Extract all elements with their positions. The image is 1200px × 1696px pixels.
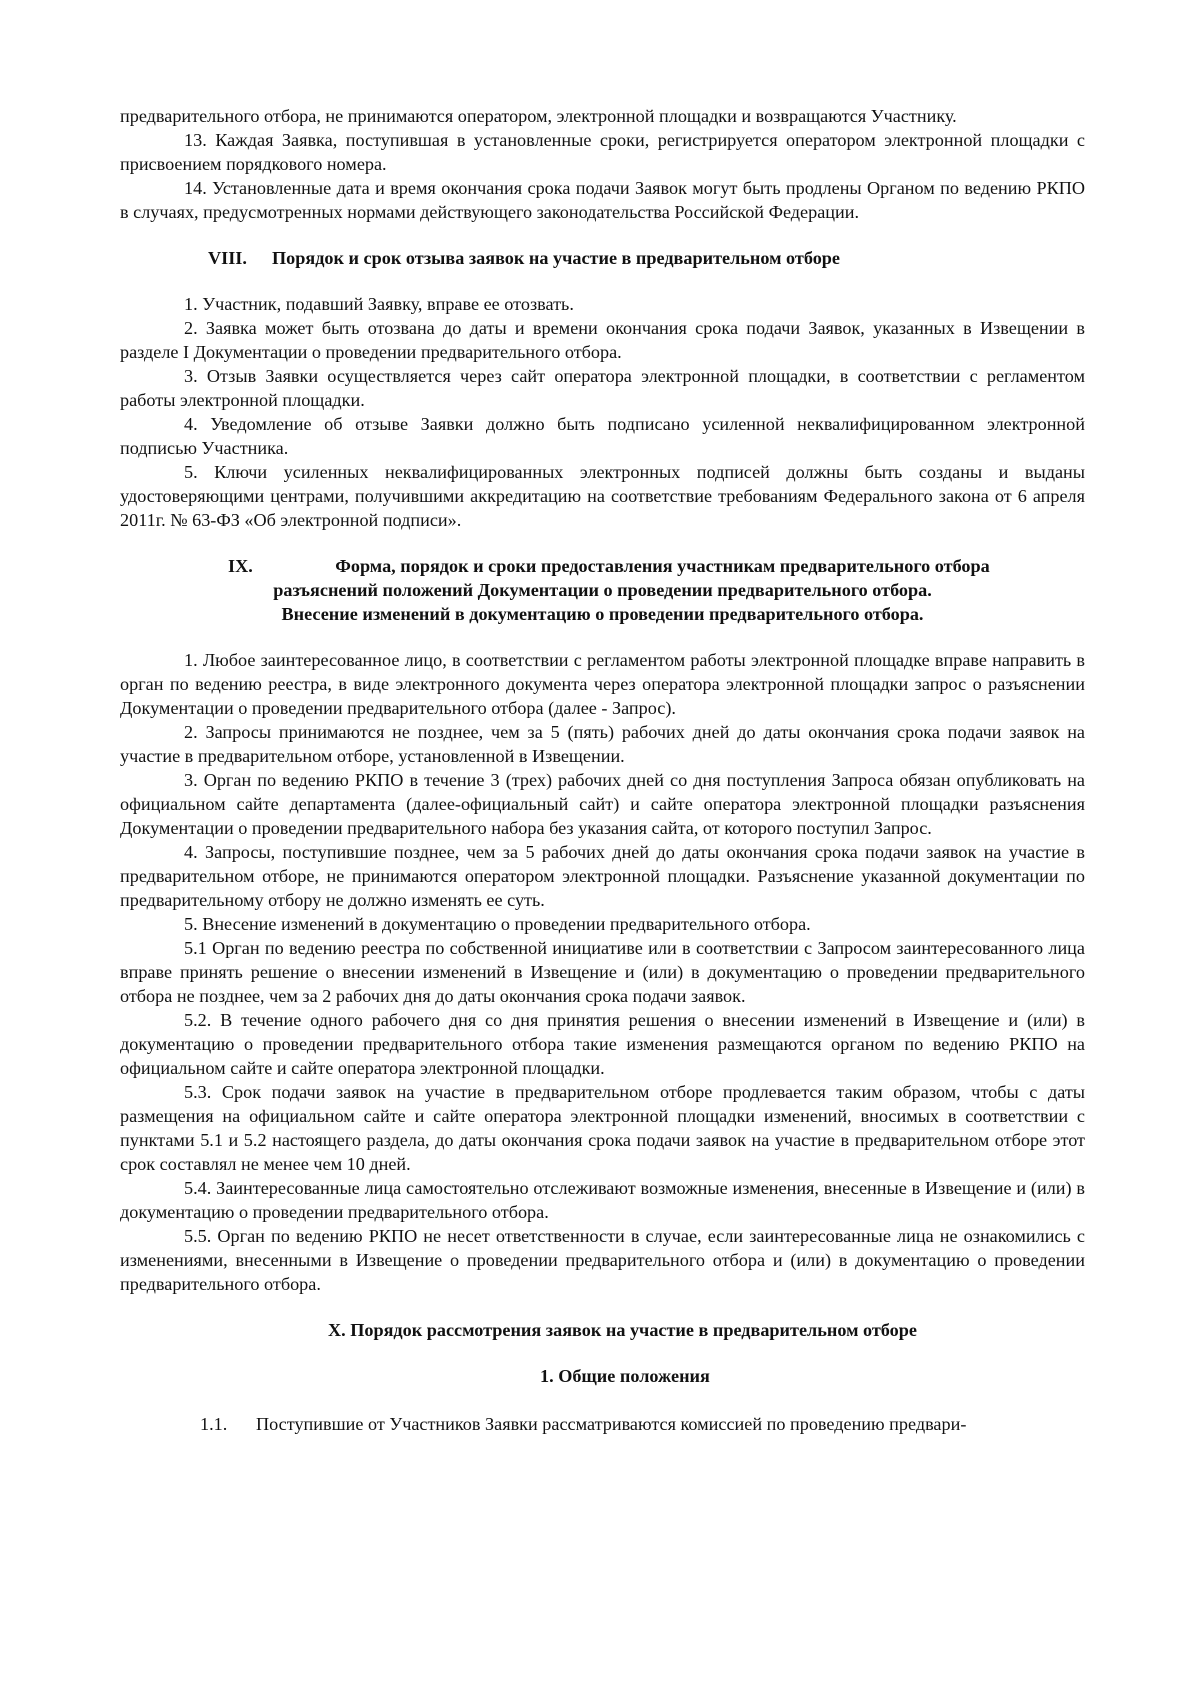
section-9-item-5-5: 5.5. Орган по ведению РКПО не несет ответственности в случае, если заинтересованные лица не ознакомились с изменениями, внесенными в Извещение о проведении предварительного отбора и (или) в документацию о проведении предварительного отбора.	[120, 1226, 1085, 1294]
section-8-number: VIII.	[208, 248, 247, 268]
section-9-item-5-1: 5.1 Орган по ведению реестра по собственной инициативе или в соответствии с Запросом заинтересованного лица вправе принять решение о внесении изменений в Извещение и (или) в документацию о проведении предварительного отбора не позднее, чем за 2 рабочих дня до даты окончания срока подачи заявок.	[120, 938, 1085, 1006]
section-8-item-4: 4. Уведомление об отзыве Заявки должно быть подписано усиленной неквалифицированном электронной подписью Участника.	[120, 414, 1085, 458]
section-9-title-line-2: разъяснений положений Документации о проведении предварительного отбора.	[273, 580, 932, 600]
section-9-number: IX.	[228, 556, 253, 576]
section-8-title: Порядок и срок отзыва заявок на участие в предварительном отборе	[272, 248, 840, 268]
section-9-item-5-4: 5.4. Заинтересованные лица самостоятельно отслеживают возможные изменения, внесенные в Извещение и (или) в документацию о проведении предварительного отбора.	[120, 1178, 1085, 1222]
paragraph-14: 14. Установленные дата и время окончания срока подачи Заявок могут быть продлены Органом по ведению РКПО в случаях, предусмотренных нормами действующего законодательства Российской Федерации.	[120, 178, 1085, 222]
section-8-item-3: 3. Отзыв Заявки осуществляется через сайт оператора электронной площадки, в соответствии с регламентом работы электронной площадки.	[120, 366, 1085, 410]
section-9-heading	[120, 554, 1085, 626]
section-10-item-1-1-number: 1.1.	[200, 1414, 228, 1434]
section-8-item-5: 5. Ключи усиленных неквалифицированных электронных подписей должны быть созданы и выданы удостоверяющими центрами, получившими аккредитацию на соответствие требованиям Федерального закона от 6 апреля 2011г. № 63-ФЗ «Об электронной подписи».	[120, 462, 1085, 530]
section-9-item-5-3: 5.3. Срок подачи заявок на участие в предварительном отборе продлевается таким образом, чтобы с даты размещения на официальном сайте и сайте оператора электронной площадки изменений, вносимых в соответствии с пунктами 5.1 и 5.2 настоящего раздела, до даты окончания срока подачи заявок на участие в предварительном отборе этот срок составлял не менее чем 10 дней.	[120, 1082, 1085, 1174]
section-9-title-line-1: Форма, порядок и сроки предоставления участникам предварительного отбора	[335, 556, 990, 576]
section-8-item-1: 1. Участник, подавший Заявку, вправе ее отозвать.	[184, 294, 574, 314]
section-9-item-2: 2. Запросы принимаются не позднее, чем за 5 (пять) рабочих дней до даты окончания срока подачи заявок на участие в предварительном отборе, установленной в Извещении.	[120, 722, 1085, 766]
section-9-item-5: 5. Внесение изменений в документацию о проведении предварительного отбора.	[184, 914, 811, 934]
section-8-heading	[120, 246, 1085, 270]
section-10-item-1-1-text: Поступившие от Участников Заявки рассматриваются комиссией по проведению предвари-	[256, 1414, 967, 1434]
section-9-item-4: 4. Запросы, поступившие позднее, чем за 5 рабочих дней до даты окончания срока подачи заявок на участие в предварительном отборе, не принимаются оператором электронной площадки. Разъяснение указанной документации по предварительному отбору не должно изменять ее суть.	[120, 842, 1085, 910]
section-10-subheading: 1. Общие положения	[540, 1366, 710, 1386]
paragraph-continuation: предварительного отбора, не принимаются оператором, электронной площадки и возвращаются Участнику.	[120, 106, 957, 126]
paragraph-13: 13. Каждая Заявка, поступившая в установленные сроки, регистрируется оператором электронной площадки с присвоением порядкового номера.	[120, 130, 1085, 174]
section-9-item-3: 3. Орган по ведению РКПО в течение 3 (трех) рабочих дней со дня поступления Запроса обязан опубликовать на официальном сайте департамента (далее-официальный сайт) и сайте оператора электронной площадки разъяснения Документации о проведении предварительного набора без указания сайта, от которого поступил Запрос.	[120, 770, 1085, 838]
section-9-item-1: 1. Любое заинтересованное лицо, в соответствии с регламентом работы электронной площадке вправе направить в орган по ведению реестра, в виде электронного документа через оператора электронной площадки запрос о разъяснении Документации о проведении предварительного отбора (далее - Запрос).	[120, 650, 1085, 718]
section-8-item-2: 2. Заявка может быть отозвана до даты и времени окончания срока подачи Заявок, указанных в Извещении в разделе I Документации о проведении предварительного отбора.	[120, 318, 1085, 362]
section-9-title-line-3: Внесение изменений в документацию о проведении предварительного отбора.	[281, 604, 924, 624]
section-10-item-1-1	[120, 1412, 1085, 1436]
section-10-heading: X. Порядок рассмотрения заявок на участие в предварительном отборе	[328, 1320, 917, 1340]
section-9-item-5-2: 5.2. В течение одного рабочего дня со дня принятия решения о внесении изменений в Извещение и (или) в документацию о проведении предварительного отбора такие изменения размещаются органом по ведению РКПО на официальном сайте и сайте оператора электронной площадки.	[120, 1010, 1085, 1078]
